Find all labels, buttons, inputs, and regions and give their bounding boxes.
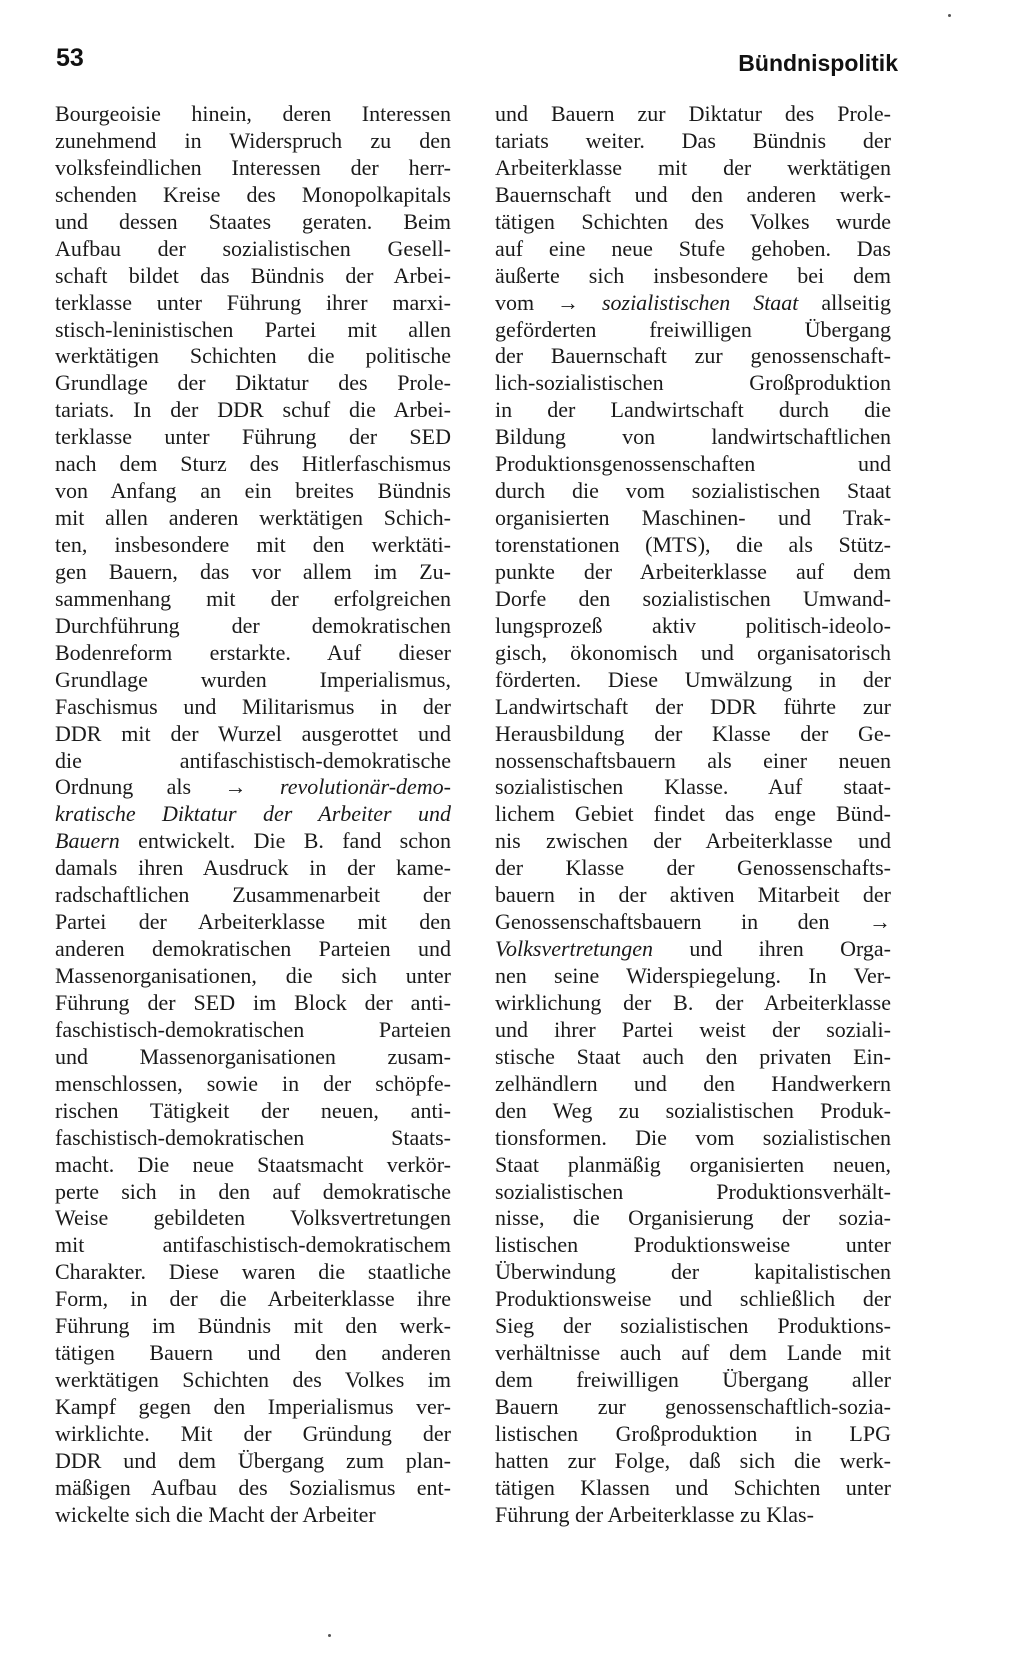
scan-speck [948, 14, 951, 17]
text-line: Grundlage der Diktatur des Prole- [55, 370, 451, 396]
text-line: Führung der Arbeiterklasse zu Klas- [495, 1501, 814, 1527]
text-line: volksfeindlichen Interessen der herr- [55, 154, 451, 180]
text-line: Arbeiterklasse mit der werktätigen [495, 154, 891, 180]
text-line: nossenschaftsbauern als einer neuen [495, 747, 891, 773]
text-line: DDR und dem Übergang zum plan- [55, 1447, 451, 1473]
text-line: Führung im Bündnis mit den werk- [55, 1313, 451, 1339]
text-line: macht. Die neue Staatsmacht verkör- [55, 1151, 451, 1177]
text-line: Führung der SED im Block der anti- [55, 989, 451, 1015]
text-line: der Bauernschaft zur genossenschaft- [495, 343, 891, 369]
text-line: Bourgeoisie hinein, deren Interessen [55, 101, 451, 126]
text-line: faschistisch-demokratischen Parteien [55, 1016, 451, 1042]
text-line: und Bauern zur Diktatur des Prole- [495, 101, 891, 126]
text-line: Herausbildung der Klasse der Ge- [495, 720, 891, 746]
text-line: tätigen Bauern und den anderen [55, 1340, 451, 1366]
text-line: tätigen Klassen und Schichten unter [495, 1474, 891, 1500]
text-line: perte sich in den auf demokratische [55, 1178, 451, 1204]
text-line: Aufbau der sozialistischen Gesell- [55, 235, 451, 261]
text-line: tionsformen. Die vom sozialistischen [495, 1124, 891, 1150]
text-line: radschaftlichen Zusammenarbeit der [55, 882, 451, 908]
text-line: nach dem Sturz des Hitlerfaschismus [55, 451, 451, 477]
text-line: lich-sozialistischen Großproduktion [495, 370, 891, 396]
text-segment: und ihren Orga- [653, 936, 891, 962]
text-line: Durchführung der demokratischen [55, 612, 451, 638]
running-head: Bündnispolitik [738, 50, 898, 76]
text-line: tätigen Schichten des Volkes wurde [495, 208, 891, 234]
text-line: wickelte sich die Macht der Arbeiter [55, 1501, 376, 1527]
text-line: nen seine Widerspiegelung. In Ver- [495, 963, 891, 988]
text-line: und ihrer Partei weist der soziali- [495, 1016, 891, 1042]
text-line: sammenhang mit der erfolgreichen [55, 585, 451, 611]
text-line: stisch-leninistischen Partei mit allen [55, 316, 451, 342]
text-line: nis zwischen der Arbeiterklasse und [495, 828, 891, 854]
text-line: listischen Großproduktion in LPG [495, 1420, 891, 1446]
scan-speck [328, 1634, 331, 1637]
text-line: tariats weiter. Das Bündnis der [495, 127, 891, 153]
text-line: mit antifaschistisch-demokratischem [55, 1232, 451, 1258]
cross-reference-arrow-icon: → [224, 774, 247, 800]
page-number: 53 [56, 44, 84, 72]
text-line: geförderten freiwilligen Übergang [495, 316, 891, 342]
text-line: hatten zur Folge, daß sich die werk- [495, 1447, 891, 1473]
text-line: förderten. Diese Umwälzung in der [495, 666, 891, 692]
text-line: mäßigen Aufbau des Sozialismus ent- [55, 1474, 451, 1500]
italic-text: kratische Diktatur der Arbeiter und [55, 801, 451, 827]
text-line: anderen demokratischen Parteien und [55, 936, 451, 962]
text-line: Weise gebildeten Volksvertretungen [55, 1205, 451, 1231]
text-line: tariats. In der DDR schuf die Arbei- [55, 397, 451, 423]
text-line [495, 290, 891, 317]
text-line: damals ihren Ausdruck in der kame- [55, 855, 451, 881]
text-segment: Ordnung als [55, 774, 225, 800]
text-line: terklasse unter Führung der SED [55, 424, 451, 450]
text-line: ten, insbesondere mit den werktäti- [55, 532, 451, 557]
text-line: Form, in der die Arbeiterklasse ihre [55, 1286, 451, 1312]
text-line: torenstationen (MTS), die als Stütz- [495, 532, 891, 557]
text-line: Kampf gegen den Imperialismus ver- [55, 1394, 451, 1419]
text-line: DDR mit der Wurzel ausgerottet und [55, 720, 451, 746]
text-line: menschlossen, sowie in der schöpfe- [55, 1070, 451, 1096]
cross-reference-arrow-icon: → [557, 289, 580, 315]
text-line: schaft bildet das Bündnis der Arbei- [55, 262, 451, 288]
text-line: organisierten Maschinen- und Trak- [495, 505, 891, 531]
text-line: in der Landwirtschaft durch die [495, 397, 891, 423]
text-column-right [495, 101, 891, 1529]
text-line: der Klasse der Genossenschafts- [495, 855, 891, 881]
text-line [495, 936, 891, 963]
text-line: Grundlage wurden Imperialismus, [55, 666, 451, 692]
text-line: Sieg der sozialistischen Produktions- [495, 1313, 891, 1339]
text-line: terklasse unter Führung ihrer marxi- [55, 289, 451, 315]
text-column-left [55, 101, 451, 1529]
text-line: mit allen anderen werktätigen Schich- [55, 505, 451, 531]
cross-reference-term: revolutionär-demo- [246, 774, 451, 800]
text-line: durch die vom sozialistischen Staat [495, 478, 891, 504]
text-line: lungsprozeß aktiv politisch-ideolo- [495, 612, 891, 638]
cross-reference-term: sozialistischen Staat [579, 289, 799, 315]
text-line: Bodenreform erstarkte. Auf dieser [55, 639, 451, 665]
text-line: wirklichte. Mit der Gründung der [55, 1420, 451, 1446]
text-line: und dessen Staates geraten. Beim [55, 208, 451, 234]
text-line: Staat planmäßig organisierten neuen, [495, 1151, 891, 1177]
text-line: lichem Gebiet findet das enge Bünd- [495, 801, 891, 827]
text-line: werktätigen Schichten die politische [55, 343, 451, 369]
text-line: Produktionsweise und schließlich der [495, 1286, 891, 1312]
text-line: faschistisch-demokratischen Staats- [55, 1124, 451, 1150]
text-line: gen Bauern, das vor allem im Zu- [55, 558, 451, 584]
text-line: Produktionsgenossenschaften und [495, 451, 891, 477]
text-line: listischen Produktionsweise unter [495, 1232, 891, 1258]
text-line: und Massenorganisationen zusam- [55, 1043, 451, 1069]
text-line: zunehmend in Widerspruch zu den [55, 127, 451, 153]
text-line: Charakter. Diese waren die staatliche [55, 1259, 451, 1285]
text-line: schenden Kreise des Monopolkapitals [55, 181, 451, 207]
text-line: zelhändlern und den Handwerkern [495, 1070, 891, 1096]
text-segment: entwickelt. Die B. fand schon [119, 828, 451, 854]
text-line: dem freiwilligen Übergang aller [495, 1367, 891, 1393]
text-segment: Genossenschaftsbauern in den [495, 909, 869, 935]
text-line [55, 801, 451, 828]
text-line: nisse, die Organisierung der sozia- [495, 1205, 891, 1231]
text-line: wirklichung der B. der Arbeiterklasse [495, 989, 891, 1015]
text-line: Faschismus und Militarismus in der [55, 693, 451, 719]
text-line: Bildung von landwirtschaftlichen [495, 424, 891, 450]
text-line [495, 909, 891, 936]
text-line: Dorfe den sozialistischen Umwand- [495, 585, 891, 611]
cross-reference-arrow-icon: → [869, 909, 891, 935]
text-line: stische Staat auch den privaten Ein- [495, 1043, 891, 1069]
text-segment: vom [495, 289, 558, 315]
text-line: äußerte sich insbesondere bei dem [495, 262, 891, 288]
text-line [55, 774, 451, 801]
text-line: den Weg zu sozialistischen Produk- [495, 1097, 891, 1123]
text-line: Überwindung der kapitalistischen [495, 1259, 891, 1285]
text-line: Partei der Arbeiterklasse mit den [55, 909, 451, 935]
text-line: punkte der Arbeiterklasse auf dem [495, 558, 891, 584]
text-line: sozialistischen Produktionsverhält- [495, 1178, 891, 1204]
text-line: rischen Tätigkeit der neuen, anti- [55, 1097, 451, 1123]
text-line: auf eine neue Stufe gehoben. Das [495, 235, 891, 261]
text-line: die antifaschistisch-demokratische [55, 747, 451, 773]
text-line: sozialistischen Klasse. Auf staat- [495, 774, 891, 800]
italic-text: Volksvertretungen [495, 936, 654, 962]
text-line: Massenorganisationen, die sich unter [55, 963, 451, 988]
text-line: gisch, ökonomisch und organisatorisch [495, 639, 891, 665]
text-line: werktätigen Schichten des Volkes im [55, 1367, 451, 1393]
text-line [55, 828, 451, 855]
text-line: bauern in der aktiven Mitarbeit der [495, 882, 891, 908]
text-line: von Anfang an ein breites Bündnis [55, 478, 451, 504]
text-line: verhältnisse auch auf dem Lande mit [495, 1340, 891, 1366]
text-line: Bauernschaft und den anderen werk- [495, 181, 891, 207]
text-line: Landwirtschaft der DDR führte zur [495, 693, 891, 719]
text-line: Bauern zur genossenschaftlich-sozia- [495, 1394, 891, 1419]
text-segment: allseitig [798, 289, 891, 315]
italic-text: Bauern [55, 828, 120, 854]
